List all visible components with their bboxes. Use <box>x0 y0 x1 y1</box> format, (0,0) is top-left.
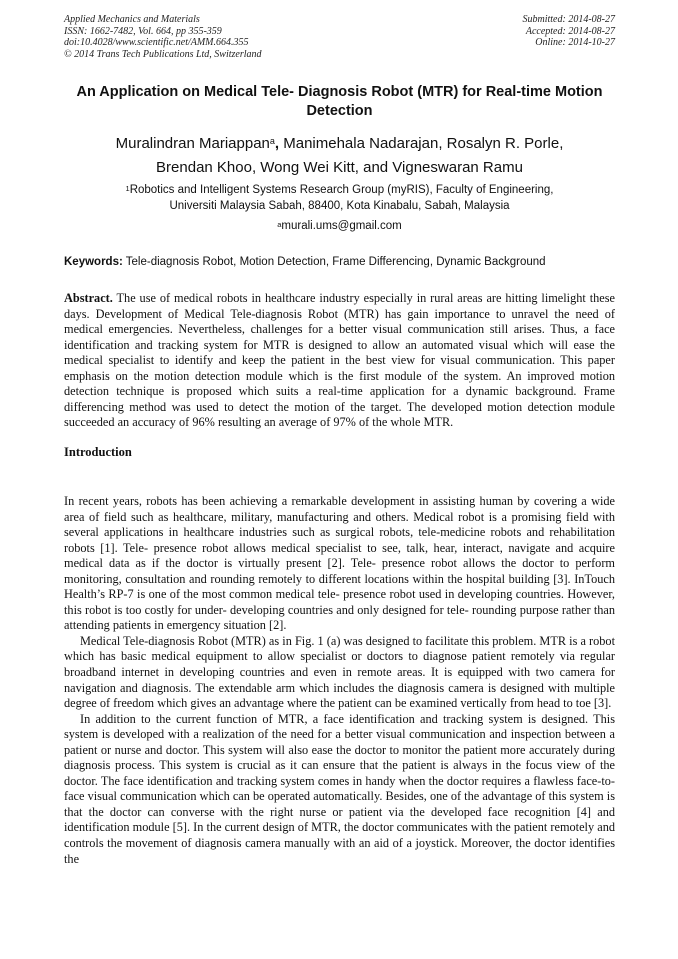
affiliation <box>64 183 615 214</box>
journal-name: Applied Mechanics and Materials <box>64 14 200 25</box>
issn-line: ISSN: 1662-7482, Vol. 664, pp 355-359 <box>64 25 222 37</box>
author-list <box>64 132 615 180</box>
affiliation-line-2: Universiti Malaysia Sabah, 88400, Kota Kinabalu, Sabah, Malaysia <box>169 199 510 212</box>
author-separator: , <box>274 135 280 152</box>
email-superscript: a <box>277 220 282 229</box>
abstract-label: Abstract. <box>64 291 113 305</box>
paper-title: An Application on Medical Tele- Diagnosis Robot (MTR) for Real-time Motion Detection <box>76 84 603 119</box>
author-superscript: a <box>269 136 275 146</box>
author-name: Muralindran Mariappan <box>115 135 270 152</box>
keywords <box>64 255 615 270</box>
author-line-1 <box>64 132 615 156</box>
author-line-2: Brendan Khoo, Wong Wei Kitt, and Vigneswaran Ramu <box>156 159 523 176</box>
paragraph: In recent years, robots has been achieving a remarkable development in assisting human by covering a wide area of field such as healthcare, military, manufacturing and others. Medical robot is a promising field with several applications in healthcare industries such as surgical robots, tele-medicine robots and rehabilitation robots [1]. Tele- presence robot allows medical specialist to see, talk, hear, interact, navigate and acquire medical data as if the doctor is virtually present [2]. Tele- presence robot allows the doctor to perform monitoring, consultation and rounding remotely to different locations within the hospital building [3]. InTouch Health’s RP-7 is one of the most common medical tele- presence robot used in developing countries. However, this robot is too costly for under- developing countries and only designed for tele- rounding purpose rather than attending patients in emergency situation [2]. <box>64 494 615 633</box>
paragraph: Medical Tele-diagnosis Robot (MTR) as in Fig. 1 (a) was designed to facilitate this problem. MTR is a robot which has basic medical equipment to allow specialist or doctors to diagnose patient remotely via regular broadband internet in developing countries and even in remote areas. It is equipped with two camera for navigation and diagnosis. The extendable arm which includes the diagnosis camera is designed with multiple degree of freedom which gives an advantage where the patient can be examined vertically from head to toe [3]. <box>64 633 615 711</box>
author-names: Manimehala Nadarajan, Rosalyn R. Porle, <box>279 135 564 152</box>
corresponding-email <box>64 219 615 234</box>
keywords-text: Tele-diagnosis Robot, Motion Detection, Frame Differencing, Dynamic Background <box>122 256 546 268</box>
paragraph: In addition to the current function of MTR, a face identification and tracking system is designed. This system is developed with a realization of the need for a better visual communication and inspection between a patient or nurse and doctor. This system will also ease the doctor to monitor the patient more accurately during diagnosis process. This system is crucial as it can ensure that the patient is always in the focus view of the doctor. The face identification and tracking system comes in handy when the doctor requires a flawless face-to-face visual communication which can be operated automatically. Besides, one of the advantage of this system is that the doctor can converse with the right nurse or patient via the developed face recognition [4] and identification module [5]. In the current design of MTR, the doctor communicates with the patient remotely and controls the movement of diagnosis camera manually with an aid of a joystick. Moreover, the doctor identifies the <box>64 711 615 866</box>
keywords-label: Keywords: <box>64 256 123 268</box>
journal-header-left <box>64 14 262 60</box>
doi-line: doi:10.4028/www.scientific.net/AMM.664.355 <box>64 37 249 48</box>
affiliation-superscript: 1 <box>125 184 130 193</box>
accepted-date: Accepted: 2014-08-27 <box>525 25 615 37</box>
email-address: murali.ums@gmail.com <box>281 220 402 232</box>
submitted-date: Submitted: 2014-08-27 <box>522 14 615 25</box>
journal-header-right <box>523 14 616 49</box>
online-date: Online: 2014-10-27 <box>535 37 615 48</box>
section-heading-introduction: Introduction <box>64 445 132 459</box>
introduction-body <box>64 494 615 867</box>
abstract-text: The use of medical robots in healthcare industry especially in rural areas are hitting limelight these days. Development of Medical Tele-diagnosis Robot (MTR) has gain importance to unravel the need of medical emergencies. Nevertheless, challenges for a better visual communication still arises. Thus, a face identification and tracking system for MTR is designed to allow an automated visual which will ease the medical specialist to identify and keep the patient in the best view for visual communication. This paper emphasis on the motion detection module which is the first module of the system. An improved motion detection technique is proposed which suits a real-time application for a dynamic background. Frame differencing method was used to detect the motion of the target. The developed motion detection module succeeded an accuracy of 96% resulting an average of 97% of the whole MTR. <box>64 291 615 430</box>
abstract <box>64 291 615 431</box>
copyright-line: © 2014 Trans Tech Publications Ltd, Switzerland <box>64 48 262 60</box>
affiliation-text: Robotics and Intelligent Systems Research Group (myRIS), Faculty of Engineering, <box>129 184 554 196</box>
affiliation-line-1 <box>64 183 615 199</box>
